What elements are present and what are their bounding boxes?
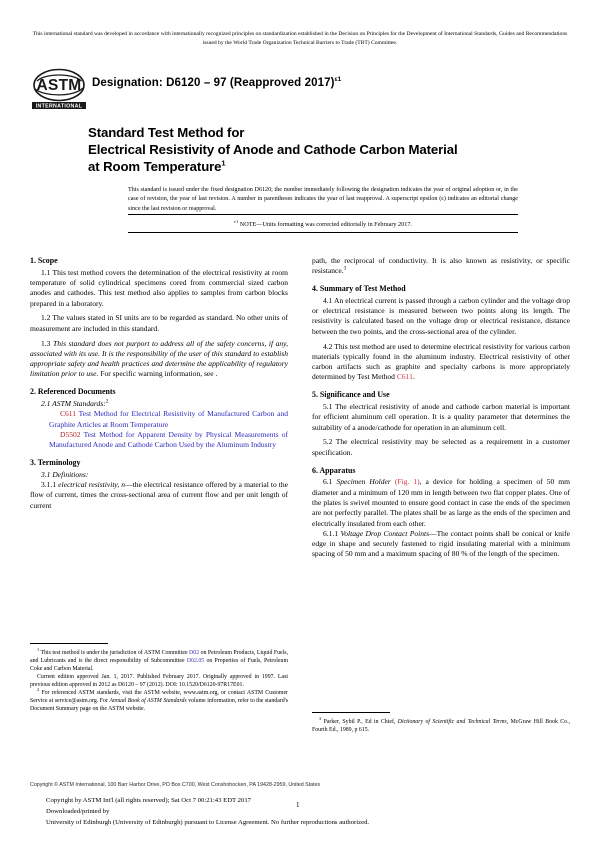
- standard-title-d5502[interactable]: Test Method for Apparent Density by Physical Measurements of Manufactured Anode and Cathode Carbon Used by the Aluminum Industry: [49, 429, 288, 450]
- footnote-1-text-c: on Properties of Fuels, Petroleum Coke and Carbon Material.: [30, 658, 288, 672]
- footnote-2-text-b: volume information, refer to the standard's Document Summary page on the ASTM website.: [30, 698, 288, 712]
- subheading-definitions-text: 3.1 Definitions:: [41, 469, 89, 479]
- para-1-3-tail: For specific warning information, see .: [100, 369, 218, 379]
- heading-scope: 1. Scope: [30, 256, 58, 265]
- astm-logo: [30, 66, 88, 112]
- footnote-2-marker: 2: [37, 687, 40, 693]
- body-column-left: [30, 256, 288, 511]
- epsilon-note-text: NOTE—Units formatting was corrected editorially in February 2017.: [239, 221, 412, 228]
- footnote-2-text-a: For referenced ASTM standards, visit the ASTM website, www.astm.org, or contact ASTM Customer Service at service@astm.org. For: [30, 690, 288, 704]
- issue-note: This standard is issued under the fixed designation D6120; the number immediately following the designation indicates the year of original adoption or, in the case of revision, the year of last revision. A number in parentheses indicates the year of last reapproval. A superscript epsilon (ε) indicates an editorial change since the last revision or reapproval.: [128, 187, 518, 212]
- page-number: 1: [296, 801, 300, 809]
- title-line-2: Electrical Resistivity of Anode and Cathode Carbon Material: [88, 142, 458, 157]
- svg-text:ASTM: ASTM: [36, 77, 82, 94]
- designation-superscript: ε1: [334, 76, 342, 84]
- para-5-1: 5.1 The electrical resistivity of anode and cathode carbon material is important for efficient aluminum cell operation. It is a quality parameter that determines the suitability of a anode/cathode for operation in an aluminum cell.: [312, 402, 570, 432]
- para-3-1-1-continued: [312, 256, 570, 277]
- download-line-1: Copyright by ASTM Int'l (all rights reserved); Sat Oct 7 00:21:43 EDT 2017: [46, 797, 252, 804]
- reference-item-c611[interactable]: [30, 409, 288, 430]
- footnote-1-marker: 1: [37, 647, 40, 653]
- heading-referenced-documents: 2. Referenced Documents: [30, 387, 116, 397]
- epsilon-note: [128, 220, 518, 229]
- footnote-1-text-a: This test method is under the jurisdiction of ASTM Committee: [40, 650, 188, 656]
- heading-terminology: 3. Terminology: [30, 458, 81, 468]
- subheading-footnote-marker: 2: [105, 398, 109, 405]
- issue-note-rule-top: [128, 214, 518, 215]
- title-line-1: Standard Test Method for: [88, 125, 245, 140]
- para-3-1-1-term: electrical resistivity, n: [58, 480, 126, 490]
- subheading-definitions: [30, 470, 288, 480]
- para-4-2-text: 4.2 This test method are used to determine electrical resistivity for various carbon materials typically found in the aluminum industry. Electrical resistivity of other carbon artifacts such as graphite and specialty carbons is more appropriately determined by Test Method: [312, 341, 570, 382]
- para-1-3-number: 1.3: [41, 338, 51, 348]
- footnotes-left: [30, 649, 288, 713]
- para-6-1-1-text: —The contact points shall be conical or knife edge in shape and securely fastened to rigid insulating material with a minimum spacing of 50 mm and a maximum spacing of 80 % of the length of the specimen.: [312, 528, 571, 559]
- footnote-3-marker: 3: [319, 716, 322, 722]
- terminology-footnote-marker: 3: [343, 265, 347, 272]
- xref-c611[interactable]: C611: [396, 372, 413, 382]
- para-6-1-number: 6.1: [323, 477, 333, 487]
- copyright-line: Copyright © ASTM International, 100 Barr Harbor Drive, PO Box C700, West Conshohocken, PA 19428-2959, United States: [30, 782, 321, 788]
- standard-number-d5502[interactable]: D5502: [60, 429, 81, 439]
- para-3-1-1-cont-text: path, the reciprocal of conductivity. It is also known as resistivity, or specific resistance.: [312, 256, 570, 276]
- para-6-1-term: Specimen Holder: [336, 477, 391, 487]
- para-4-1: 4.1 An electrical current is passed through a carbon cylinder and the voltage drop or electrical resistance is measured between two points along its length. The resistivity is calculated based on the voltage drop or electrical resistance, distance between the two points, and the cross-sectional area of the cylinder.: [312, 295, 570, 336]
- para-1-1: 1.1 This test method covers the determination of the electrical resistivity at room temperature of solid cylindrical specimens cored from commercial sized carbon anodes and cathodes. This test method also applies to samples from carbon blocks prepared in a laboratory.: [30, 267, 288, 308]
- para-6-1-1-number: 6.1.1: [323, 528, 339, 538]
- footnote-1-text-b: on Petroleum Products, Liquid Fuels, and Lubricants and is the direct responsibility of Subcommittee: [30, 650, 288, 664]
- designation-row: [30, 66, 570, 114]
- footnote-1: [30, 649, 288, 673]
- footnote-link-d0205[interactable]: D02.05: [186, 658, 205, 664]
- footnote-rule-left: [30, 643, 108, 644]
- download-line-3: University of Edinburgh (University of Edinburgh) pursuant to License Agreement. No further reproductions authorized.: [46, 819, 370, 827]
- footnote-rule-right: [312, 712, 390, 713]
- download-line-2: Downloaded/printed by: [46, 808, 110, 816]
- subheading-astm-standards: [30, 399, 288, 409]
- footnote-3-text-a: Parker, Sybil P., Ed in Chief,: [323, 719, 396, 725]
- tbt-statement: This international standard was developed in accordance with internationally recognized principles on standardization established in the Decision on Principles for the Development of International Standards, Guides and Recommendations issued by the World Trade Organization Technical Barriers to Trade (TBT) Committee.: [32, 31, 568, 47]
- footnote-3-text-b: McGraw Hill Book Co., Fourth Ed., 1989, p 615.: [312, 719, 571, 733]
- heading-apparatus: 6. Apparatus: [312, 465, 356, 475]
- heading-significance: 5. Significance and Use: [312, 390, 390, 400]
- referenced-standards-list: [30, 409, 288, 450]
- para-3-1-1-number: 3.1.1: [41, 480, 57, 490]
- epsilon-note-marker: ε1: [234, 218, 239, 224]
- footnotes-right: [312, 718, 570, 734]
- para-6-1-text: , a device for holding a specimen of 50 mm diameter and a minimum of 120 mm in length between two flat copper plates. One of the plates is swivel mounted to ensure good contact in case the ends of the specimen are not perfectly parallel. The plates shall be as large as the ends of the specimen and electrically insulated from each other.: [312, 477, 571, 528]
- page-title: [88, 124, 568, 175]
- para-1-3-italic: This standard does not purport to address all of the safety concerns, if any, associated with its use. It is the responsibility of the user of this standard to establish appropriate safety and health practices and determine the applicability of regulatory limitation prior to use.: [30, 338, 288, 379]
- designation-label: Designation:: [92, 77, 163, 89]
- para-3-1-1-text: —the electrical resistance offered by a material to the flow of current, times the cross-sectional area of current flow and per unit length of current: [30, 480, 289, 510]
- para-4-2-tail: .: [412, 372, 415, 382]
- footnote-2-italic: Annual Book of ASTM Standards: [109, 698, 187, 704]
- subheading-astm-standards-text: 2.1 ASTM Standards:: [41, 399, 106, 409]
- para-5-2: 5.2 The electrical resistivity may be selected as a requirement in a customer specification.: [312, 437, 570, 457]
- xref-figure-1[interactable]: (Fig. 1): [394, 477, 420, 487]
- designation-number: D6120 – 97 (Reapproved 2017): [166, 77, 335, 89]
- standard-title-c611[interactable]: Test Method for Electrical Resistivity of Manufactured Carbon and Graphite Articles at Room Temperature: [49, 409, 288, 429]
- standard-number-c611[interactable]: C611: [60, 409, 77, 419]
- heading-summary: 4. Summary of Test Method: [312, 284, 406, 294]
- para-6-1-1: [312, 529, 570, 560]
- designation-text: [92, 77, 341, 89]
- reference-item-d5502[interactable]: [30, 430, 288, 451]
- astm-logo-subtext: INTERNATIONAL: [35, 103, 83, 110]
- footnote-2: [30, 689, 288, 713]
- title-line-3-text: at Room Temperature: [88, 159, 222, 174]
- footnote-link-d02[interactable]: D02: [189, 650, 200, 656]
- para-4-2: [312, 342, 570, 383]
- title-footnote-marker: 1: [221, 158, 226, 168]
- para-1-2: 1.2 The values stated in SI units are to be regarded as standard. No other units of measurement are included in this standard.: [30, 313, 288, 333]
- para-6-1-1-term: Voltage Drop Contact Points: [340, 528, 430, 538]
- para-1-3: [30, 339, 288, 380]
- para-3-1-1: [30, 480, 288, 511]
- footnote-3: [312, 718, 570, 734]
- footnote-edition: Current edition approved Jan. 1, 2017. Published February 2017. Originally approved in 1997. Last previous edition approved in 2012 as D6120 – 97 (2012). DOI: 10.1520/D6120-97R17E01.: [30, 674, 288, 688]
- para-6-1: [312, 477, 570, 528]
- issue-note-rule-bottom: [128, 232, 518, 233]
- footnote-3-italic: Dictionary of Scientific and Technical Terms,: [397, 719, 509, 725]
- title-line-3: [88, 158, 568, 175]
- body-column-right: [312, 256, 570, 560]
